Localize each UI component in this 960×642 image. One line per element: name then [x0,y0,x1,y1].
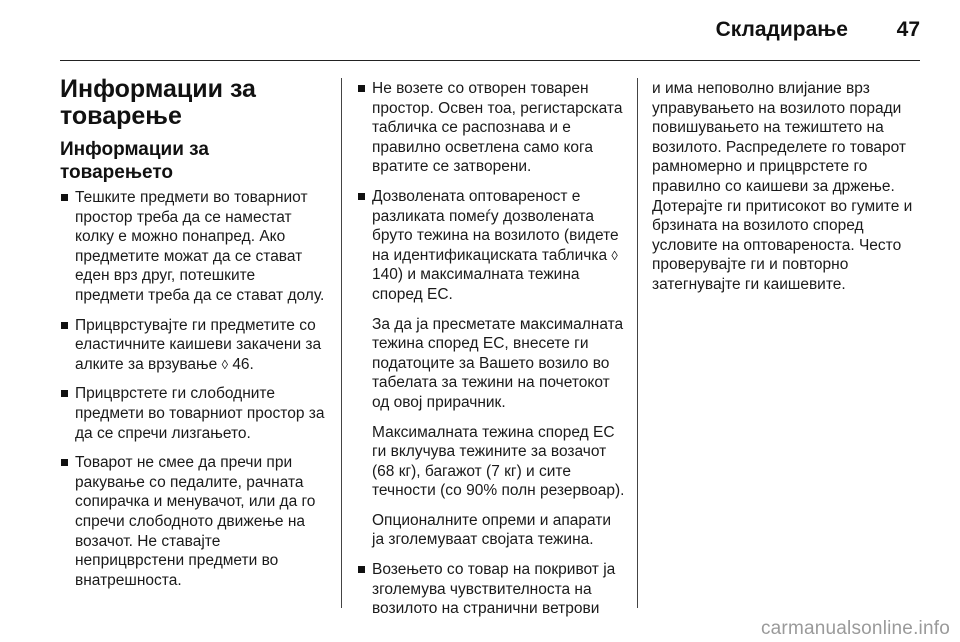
page-reference-link[interactable]: 46. [232,355,254,373]
bullet-list-2 [357,79,627,305]
list-item-text: Возењето со товар на покривот ја зголемува чувствителноста на возилото на странични ветрови [372,561,616,618]
list-item [60,384,326,443]
column-3 [652,79,924,295]
square-bullet-icon [358,193,365,200]
page-reference-icon: ◊ [221,356,228,372]
list-item [357,560,627,619]
paragraph: Опционалните опреми и апарати ја зголемуваат својата тежина. [372,511,612,549]
list-item-text: Дозволената оптовареност е разликата помеѓу дозволената бруто тежина на возилото (видете на идентификациската табличка [372,187,619,264]
square-bullet-icon [61,459,68,466]
column-1 [60,76,326,600]
list-item [60,188,326,306]
paragraph: За да ја пресметате максималната тежина според ЕС, внесете ги податоците за Вашето возило во табелата за тежини на почетокот од овој прирачник. [372,315,624,411]
list-item [357,79,627,177]
bullet-list-1 [60,188,326,590]
main-heading: Информации за товарење [60,75,256,130]
square-bullet-icon [61,390,68,397]
paragraph: и има неповолно влијание врз управувањето на возилото поради повишувањето на тежиштето на возилото. Распределете го товарот рамномерно и прицврстете го правилно со каишеви за држење. Дотерајте ги притисокот во гумите и брзината на возилото според условите на оптовареноста. Често проверувајте ги и повторно затегнувајте ги каишевите. [652,80,913,293]
page-number: 47 [896,18,920,41]
list-item [357,187,627,305]
page-header [60,0,920,61]
square-bullet-icon [61,322,68,329]
list-item [60,316,326,375]
paragraph: Максималната тежина според ЕС ги вклучува тежините за возачот (68 кг), багажот (7 кг) и сите течности (со 90% полн резервоар). [372,423,625,500]
sub-heading: Информации за товарењето [60,139,209,183]
list-item-text: Не возете со отворен товарен простор. Освен тоа, регистарската табличка се распознава и е правилно осветлена само кога вратите се затворени. [372,80,623,176]
list-item [60,453,326,590]
section-title: Складирање [715,18,848,41]
list-item-text-continued: 140) и максималната тежина според ЕС. [372,266,580,303]
square-bullet-icon [358,85,365,92]
page-reference-icon: ◊ [611,247,618,263]
list-item-text: Товарот не смее да пречи при ракување со педалите, рачната сопирачка и менувачот, или да го спречи слободното движење на возачот. Не ставајте неприцврстени предмети во внатрешноста. [75,454,316,589]
square-bullet-icon [61,194,68,201]
bullet-list-3 [357,560,627,619]
list-item-text: Тешките предмети во товарниот простор треба да се наместат колку е можно понапред. Ако предметите можат да се стават еден врз друг, потешките предмети треба да се стават долу. [75,189,325,304]
list-item-text: Прицврстете ги слободните предмети во товарниот простор за да се спречи лизгањето. [75,385,325,442]
column-2 [357,79,627,629]
column-divider-2 [637,78,638,608]
column-divider-1 [341,78,342,608]
list-item-text: Прицврстувајте ги предметите со еластичните каишеви закачени за алките за врзување [75,316,322,373]
watermark: carmanualsonline.info [760,618,950,639]
square-bullet-icon [358,566,365,573]
